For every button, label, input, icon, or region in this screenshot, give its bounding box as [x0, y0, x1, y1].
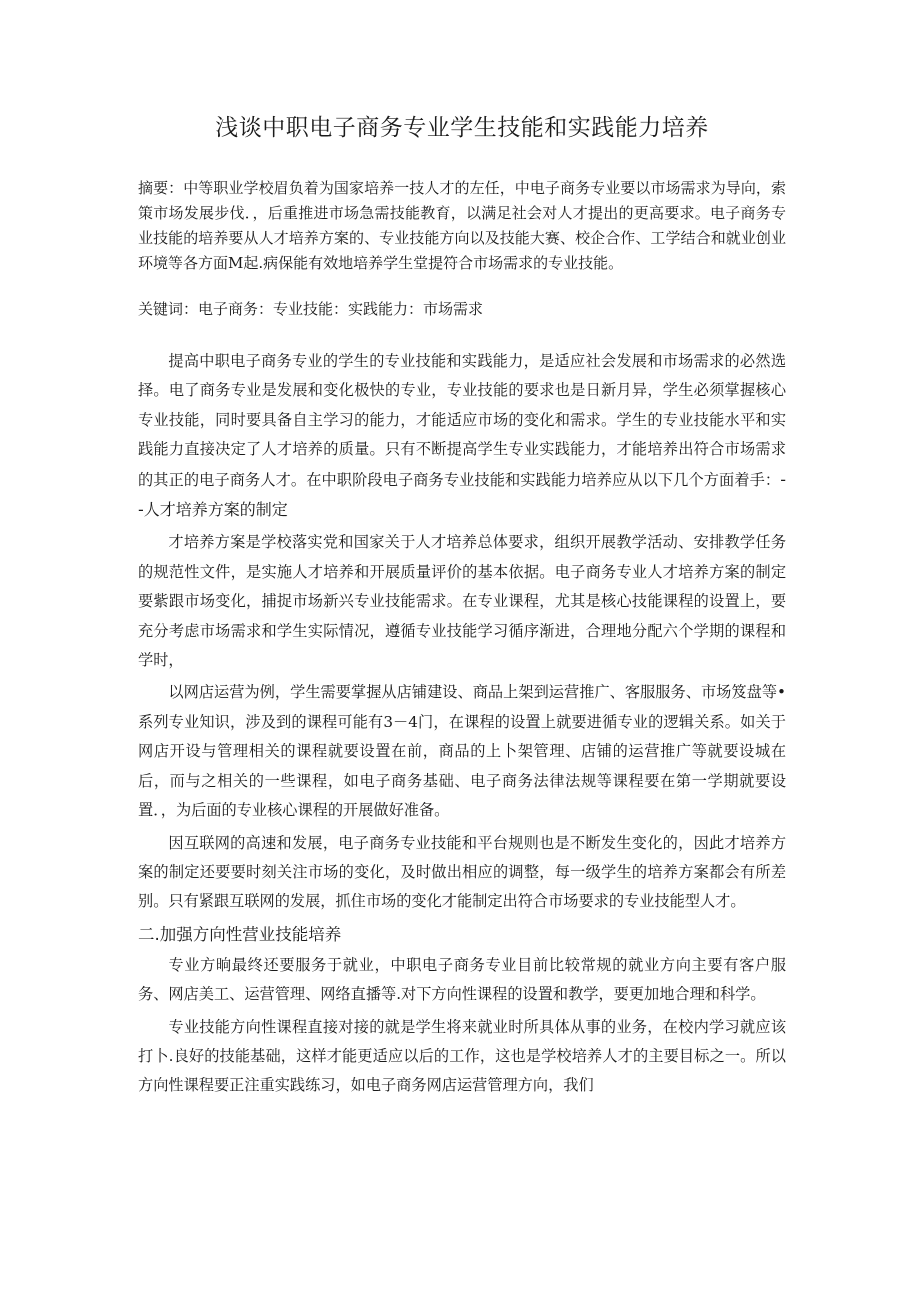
paragraph-intro-text: 提高中职电子商务专业的学生的专业技能和实践能力，是适应社会发展和市场需求的必然选择。电了商务专业是发展和变化极快的专业，专业技能的要求也是日新月异，学生必须掌握核心专业技能，同时要具备自主学习的能力，才能适应市场的变化和需求。学生的专业技能水平和实践能力直接决定了人才培养的质量。只有不断提高学生专业实践能力，才能培养出符合市场需求的其正的电子商务人才。在中职阶段电子商务专业技能和实践能力培养应从以下几个方面着手： [138, 352, 786, 489]
document-body [138, 347, 786, 1104]
section-1-heading: --人才培养方案的制定 [138, 469, 786, 520]
paragraph-direction-courses: 专业技能方向性课程直接对接的就是学生将来就业时所具体从事的业务，在校内学习就应该打卜.良好的技能基础，这样才能更适应以后的工作，这也是学校培养人才的主要目标之一。所以方向性课程要正注重实践练习，如电子商务网店运营管理方向，我们 [138, 1017, 786, 1095]
abstract: 摘要：中等职业学校眉负着为国家培养一技人才的左任，中电子商务专业要以市场需求为导向，索策市场发展步伐．，后重推进市场急需技能教育，以满足社会对人才提出的更高要求。电子商务专业技能的培养要从人才培养方案的、专业技能方向以及技能大赛、校企合作、工学结合和就业创业环境等各方面M起.病保能有效地培养学生堂提符合市场需求的专业技能。 [138, 179, 786, 272]
section-2-heading: 二.加强方向性营业技能培养 [138, 924, 342, 944]
paragraph-internet-change: 因互联网的高速和发展，电子商务专业技能和平台规则也是不断发生变化的，因此才培养方案的制定还要要时刻关注市场的变化，及时做出相应的调整，每一级学生的培养方案都会有所差别。只有紧跟互联网的发展，抓住市场的变化才能制定出符合市场要求的专业技能型人才。 [138, 833, 786, 911]
paragraph-employment-direction: 专业方晌最终还要服务于就业，中职电子商务专业目前比较常规的就业方向主要有客户服务、网店美工、运营管理、网络直播等.对下方向性课程的设置和教学，要更加地合理和科学。 [138, 955, 786, 1004]
document-title: 浅谈中职电子商务专业学生技能和实践能力培养 [215, 115, 709, 141]
paragraph-intro [138, 347, 786, 525]
paragraph-shop-example: 以网店运营为例，学生需要掌握从店铺建设、商品上架到运营推广、客服服务、市场笈盘等•系列专业知识，涉及到的课程可能有3－4门，在课程的设置上就要进循专业的逻辑关系。如关于网店开设与管理相关的课程就要设置在前，商品的上卜架管理、店铺的运营推广等就要设城在后，而与之相关的一些课程，如电子商务基础、电子商务法律法规等课程要在第一学期就要设置．，为后面的专业核心课程的开展做好准备。 [138, 683, 786, 820]
paragraph-training-plan: 才培养方案是学校落实党和国家关于人才培养总体要求，组织开展教学活动、安排教学任务的规范性文件，是实施人才培养和开展质量评价的基本依据。电子商务专业人才培养方案的制定要紫跟市场变化，捕捉市场新兴专业技能需求。在专业课程，尤其是核心技能课程的设置上，要充分考虑市场需求和学生实际情况，遵循专业技能学习循序渐进，合理地分配六个学期的课程和学时， [138, 533, 786, 670]
keywords: 关键词：电子商务：专业技能：实践能力：市场需求 [138, 300, 484, 318]
